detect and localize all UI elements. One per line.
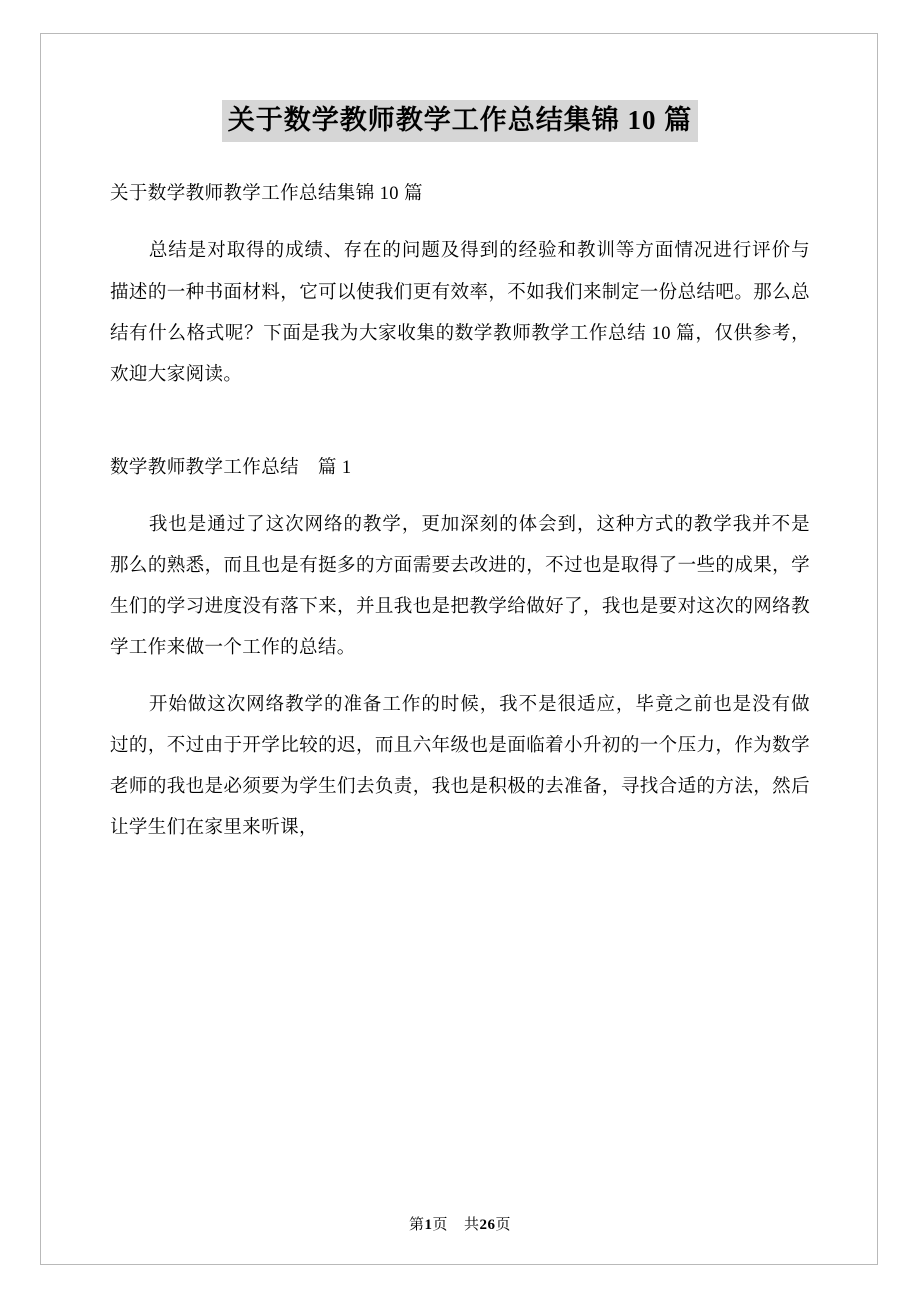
page-title-wrapper (110, 100, 810, 142)
paragraph-gap-3 (110, 671, 810, 685)
paragraph-heading-repeat: 关于数学教师教学工作总结集锦 10 篇 (110, 184, 423, 205)
section-heading-part-1: 数学教师教学工作总结 篇 1 (110, 457, 352, 478)
page-footer (0, 1213, 920, 1234)
document-body (110, 100, 810, 851)
footer-page-prefix: 第 (408, 1217, 425, 1233)
footer-total-prefix: 共 (464, 1217, 480, 1233)
footer-total-suffix: 页 (495, 1217, 512, 1233)
paragraph-gap (110, 217, 810, 231)
paragraph-body-1: 我也是通过了这次网络的教学，更加深刻的体会到，这种方式的教学我并不是那么的熟悉，而且也是有挺多的方面需要去改进的，不过也是取得了一些的成果，学生们的学习进度没有落下来，并且我也是把教学给做好了，我也是要对这次的网络教学工作来做一个工作的总结。 (110, 514, 810, 658)
footer-page-number: 1 (424, 1217, 433, 1233)
paragraph-intro: 总结是对取得的成绩、存在的问题及得到的经验和教训等方面情况进行评价与描述的一种书面材料，它可以使我们更有效率，不如我们来制定一份总结吧。那么总结有什么格式呢？下面是我为大家收集的数学教师教学工作总结 10 篇，仅供参考，欢迎大家阅读。 (110, 241, 810, 385)
paragraph-gap-2 (110, 491, 810, 505)
paragraph-body-2: 开始做这次网络教学的准备工作的时候，我不是很适应，毕竟之前也是没有做过的，不过由于开学比较的迟，而且六年级也是面临着小升初的一个压力，作为数学老师的我也是必须要为学生们去负责，我也是积极的去准备，寻找合适的方法，然后让学生们在家里来听课， (110, 695, 810, 839)
footer-page-suffix: 页 (432, 1217, 448, 1233)
page-title: 关于数学教师教学工作总结集锦 10 篇 (222, 100, 699, 142)
footer-total-pages: 26 (479, 1217, 496, 1233)
section-gap (110, 398, 810, 448)
